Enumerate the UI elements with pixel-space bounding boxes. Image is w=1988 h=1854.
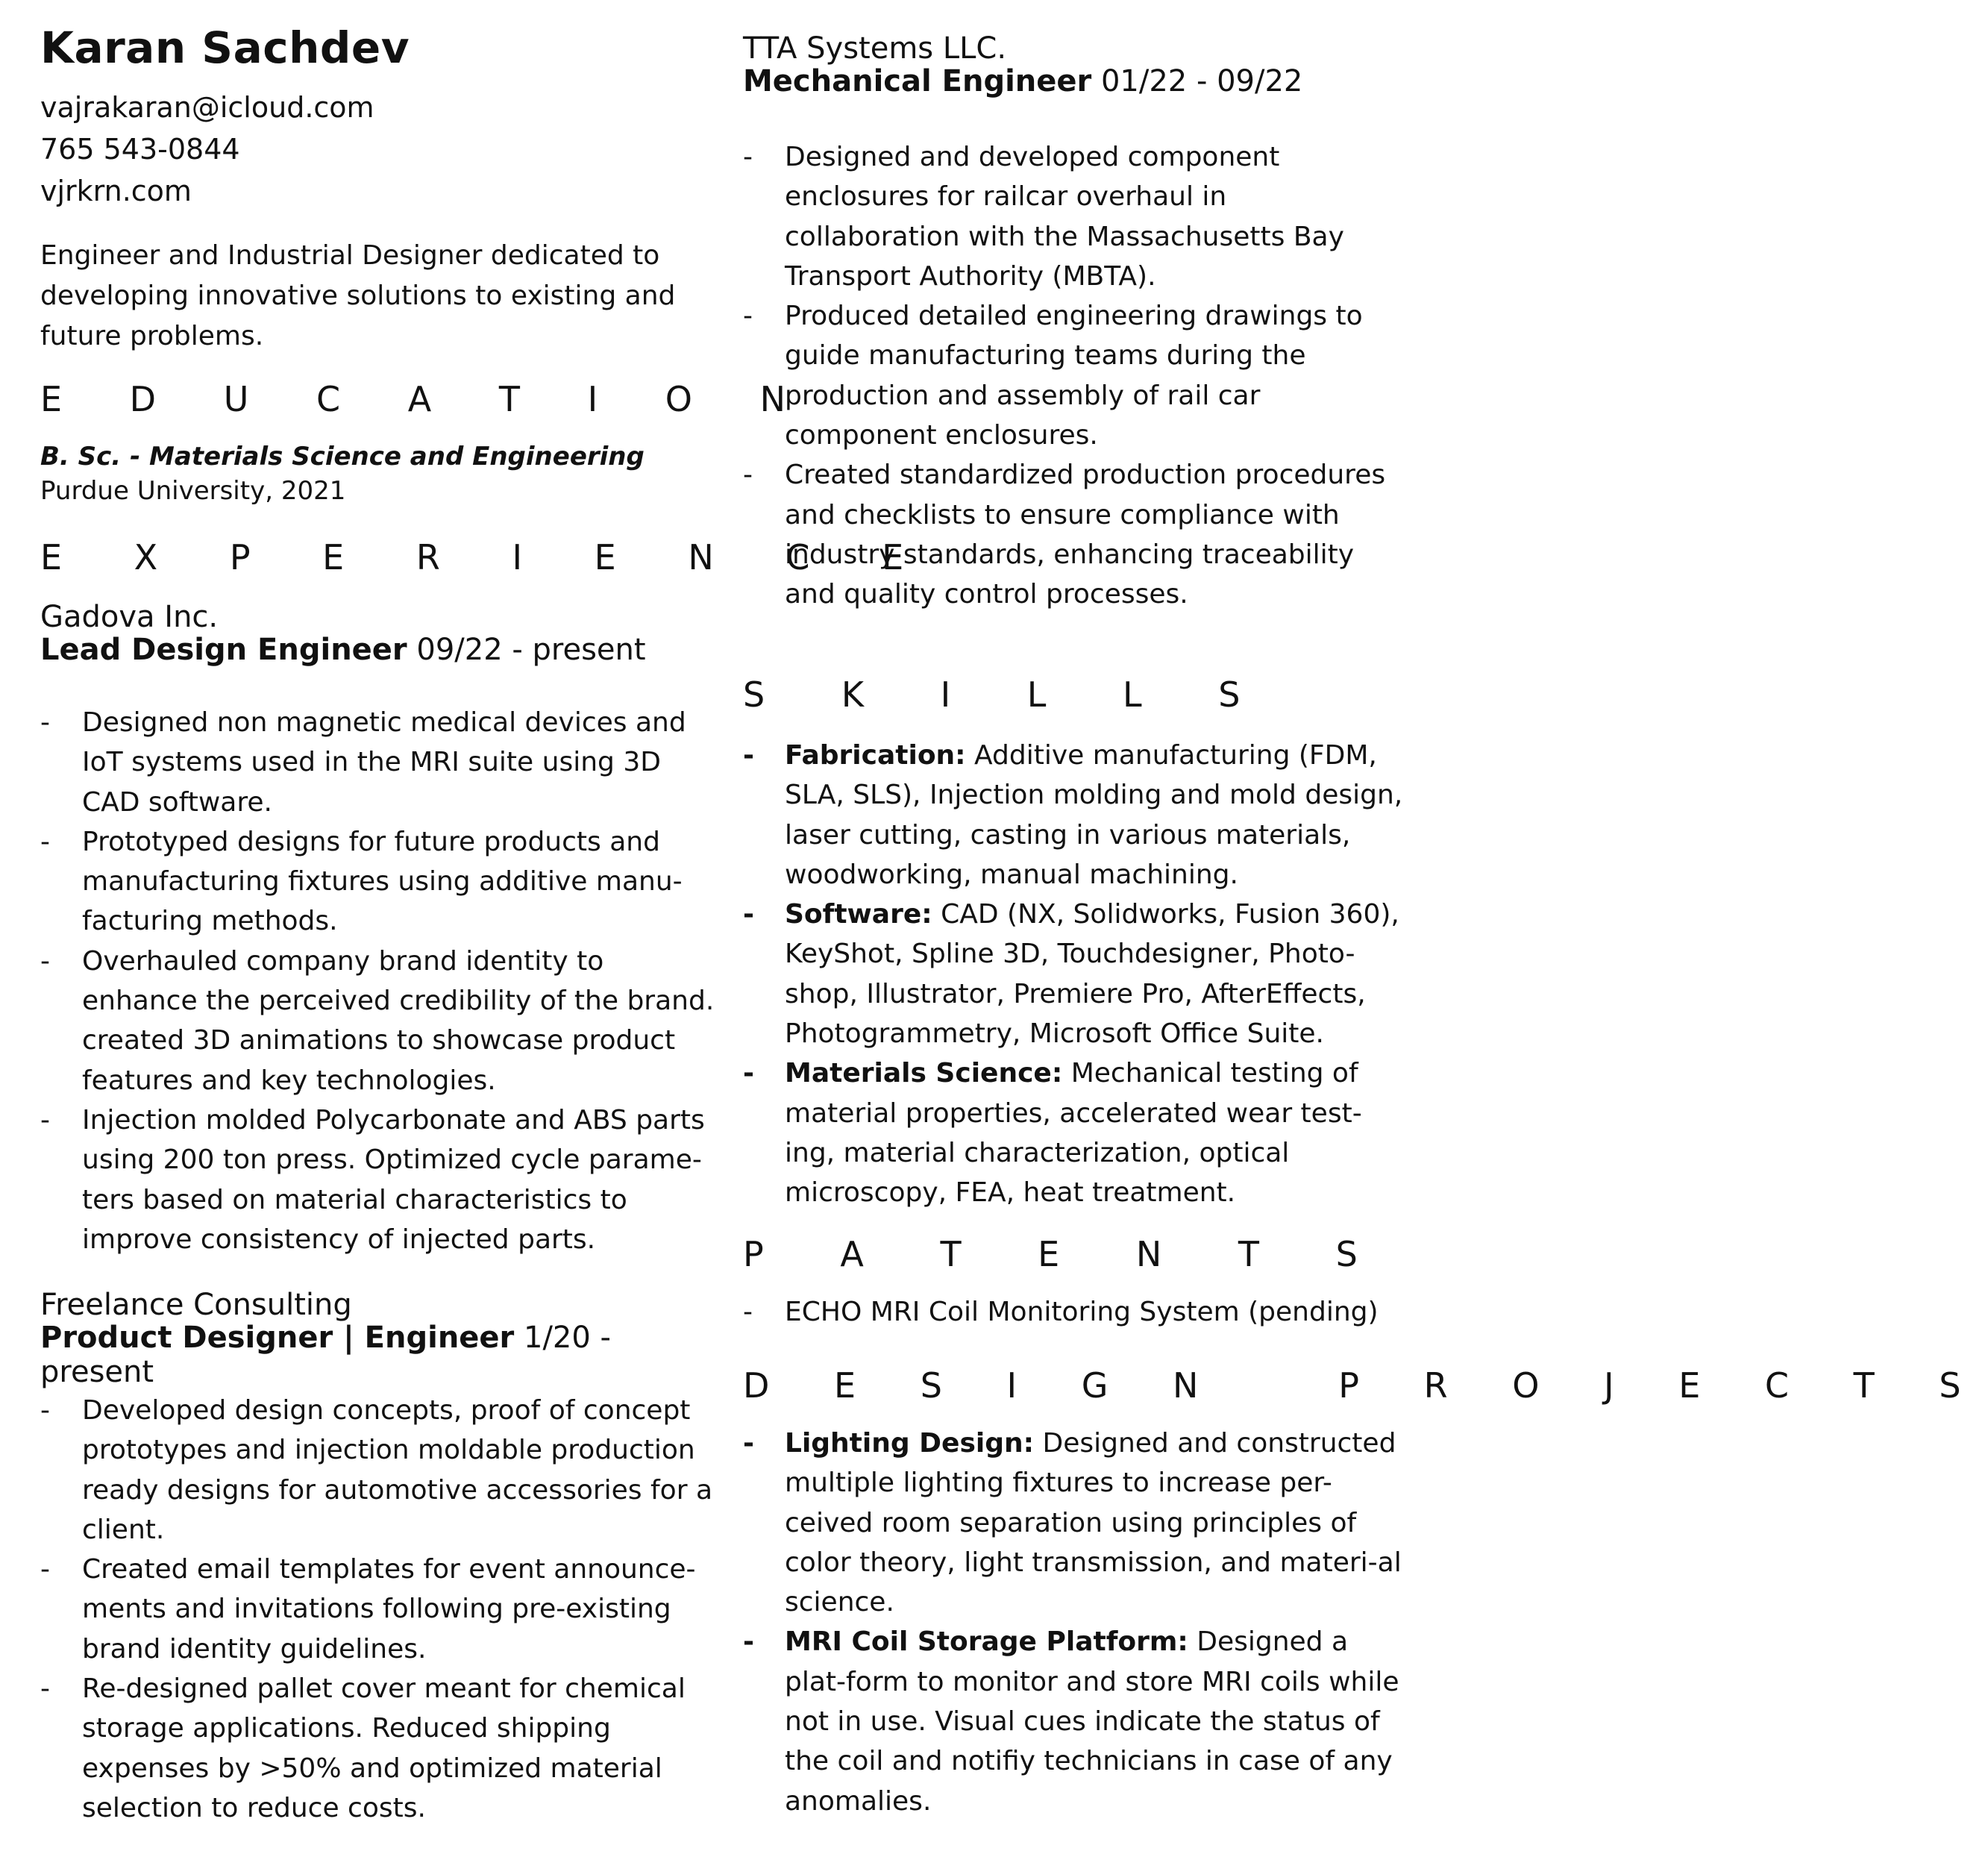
skills-list (743, 736, 1407, 1213)
job-bullets (40, 703, 727, 1259)
skill-label: Fabrication: (785, 740, 966, 771)
job-bullet: - Prototyped designs for future products and manufacturing fixtures using additive manu-facturing methods. (40, 822, 727, 942)
project-label: MRI Coil Storage Platform: (785, 1626, 1188, 1658)
job-company: Freelance Consulting (40, 1288, 352, 1322)
skill-text: Additive manufacturing (FDM, SLA, SLS), Injection molding and mold design, laser cutting, casting in various materials, woodworking, manual machining. (785, 740, 1403, 890)
job-role-line (40, 633, 646, 667)
job-bullet: - Produced detailed engineering drawings to guide manufacturing teams during the production and assembly of rail car component enclosures. (743, 296, 1392, 455)
job-dates: 01/22 - 09/22 (1100, 64, 1303, 98)
job-bullet: - Injection molded Polycarbonate and ABS parts using 200 ton press. Optimized cycle parame-ters based on material characteristics to improve consistency of injected parts. (40, 1100, 727, 1259)
resume-name: Karan Sachdev (40, 22, 410, 73)
job-role: Lead Design Engineer (40, 633, 407, 667)
experience-heading: E X P E R I E N C E (40, 537, 935, 577)
job-role: Mechanical Engineer (743, 64, 1092, 98)
job-dates: 1/20 - present (40, 1321, 611, 1389)
patents-heading: P A T E N T S (743, 1234, 1390, 1274)
skill-text: Mechanical testing of material properties, accelerated wear test-ing, material characterization, optical microscopy, FEA, heat treatment. (785, 1058, 1362, 1209)
job-bullet: - Designed non magnetic medical devices and IoT systems used in the MRI suite using 3D CAD software. (40, 703, 727, 822)
project-item (743, 1622, 1407, 1820)
job-bullet: - Overhauled company brand identity to enhance the perceived credibility of the brand. created 3D animations to showcase product features and key technologies. (40, 942, 727, 1100)
education-heading: E D U C A T I O N (40, 379, 814, 419)
job-role-line (40, 1321, 731, 1389)
job-role-line (743, 64, 1302, 98)
skill-label: Software: (785, 899, 932, 930)
project-item (743, 1424, 1407, 1622)
skill-label: Materials Science: (785, 1058, 1063, 1089)
job-bullet: - Created standardized production procedures and checklists to ensure compliance with industry standards, enhancing traceability and quality control processes. (743, 455, 1392, 614)
patent-item: - ECHO MRI Coil Monitoring System (pending) (743, 1292, 1407, 1332)
education-degree: B. Sc. - Materials Science and Engineering (40, 442, 645, 472)
skill-item (743, 736, 1407, 895)
job-company: TTA Systems LLC. (743, 31, 1007, 66)
patents-list (743, 1292, 1407, 1332)
job-bullet: - Designed and developed component enclosures for railcar overhaul in collaboration with the Massachusetts Bay Transport Authority (MBTA). (743, 137, 1392, 296)
job-bullets (743, 137, 1392, 615)
project-label: Lighting Design: (785, 1428, 1035, 1459)
job-bullet: - Re-designed pallet cover meant for chemical storage applications. Reduced shipping expenses by >50% and optimized material selection to reduce costs. (40, 1669, 731, 1828)
job-role: Product Designer | Engineer (40, 1321, 515, 1355)
projects-list (743, 1424, 1407, 1821)
project-text: Designed a plat-form to monitor and store MRI coils while not in use. Visual cues indicate the status of the coil and notifiy technicians in case of any anomalies. (785, 1626, 1399, 1817)
contact-website: vjrkrn.com (40, 175, 192, 207)
contact-phone: 765 543-0844 (40, 133, 240, 166)
summary-text: Engineer and Industrial Designer dedicated to developing innovative solutions to existing and future problems. (40, 240, 676, 351)
job-bullet: - Developed design concepts, proof of concept prototypes and injection moldable production ready designs for automotive accessories for a client. (40, 1391, 731, 1550)
education-school: Purdue University, 2021 (40, 476, 346, 506)
job-dates: 09/22 - present (416, 633, 646, 667)
projects-heading: D E S I G N P R O J E C T S (743, 1365, 1988, 1406)
skill-item (743, 1053, 1407, 1212)
job-bullets (40, 1391, 731, 1828)
skill-item (743, 895, 1407, 1053)
job-company: Gadova Inc. (40, 600, 219, 634)
project-text: Designed and constructed multiple lighting fixtures to increase per-ceived room separation using principles of color theory, light transmission, and materi-al science. (785, 1428, 1402, 1618)
skills-heading: S K I L L S (743, 674, 1273, 715)
skill-text: CAD (NX, Solidworks, Fusion 360), KeyShot, Spline 3D, Touchdesigner, Photo-shop, Illustrator, Premiere Pro, AfterEffects, Photogrammetry, Microsoft Office Suite. (785, 899, 1399, 1050)
contact-email: vajrakaran@icloud.com (40, 91, 374, 124)
job-bullet: - Created email templates for event announce-ments and invitations following pre-existing brand identity guidelines. (40, 1550, 731, 1669)
